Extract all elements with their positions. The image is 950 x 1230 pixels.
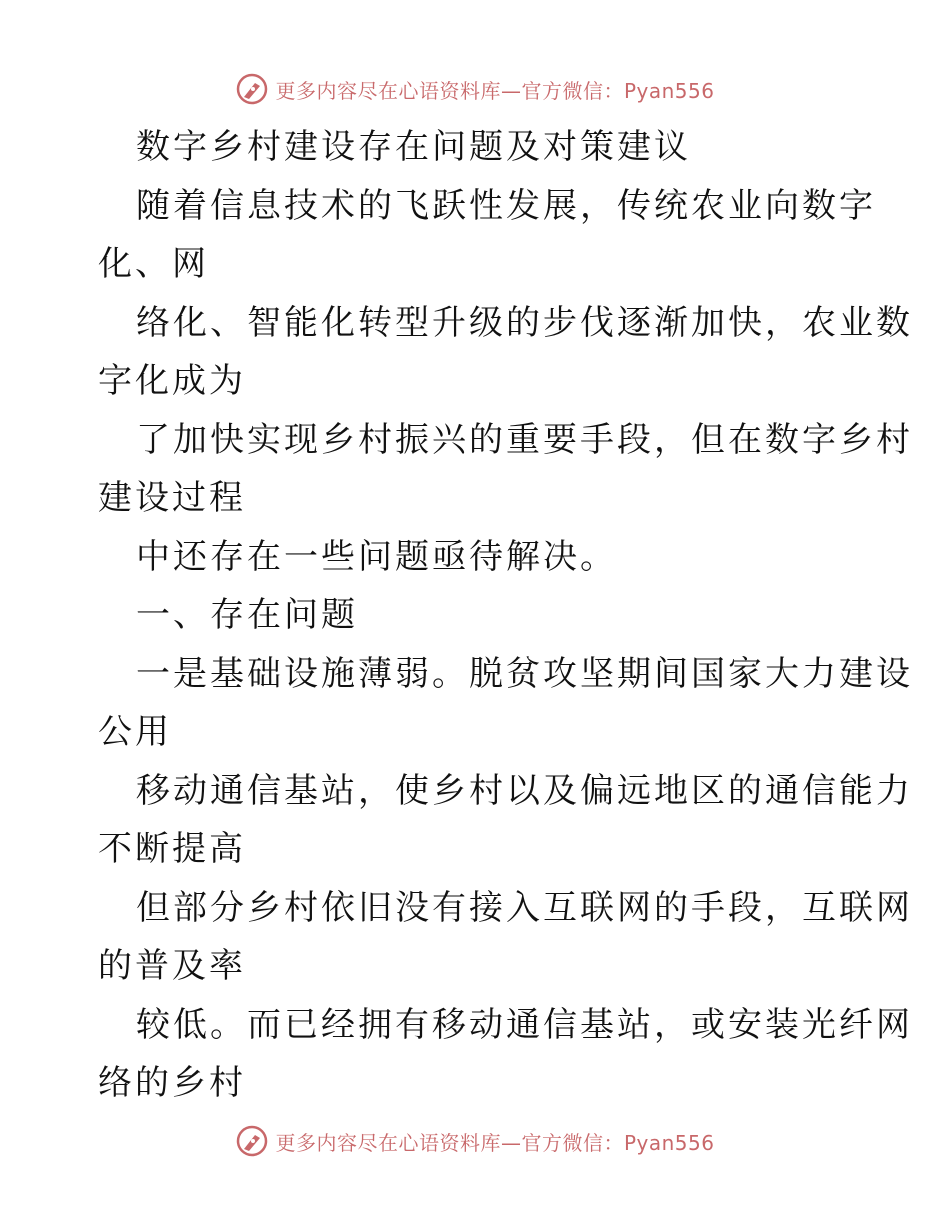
- text-line: 移动通信基站，使乡村以及偏远地区的通信能力: [136, 770, 913, 811]
- text-line: 络化、智能化转型升级的步伐逐渐加快，农业数: [136, 302, 913, 343]
- document-body: [98, 118, 913, 1113]
- text-line: 公用: [98, 712, 172, 752]
- text-line: 不断提高: [98, 829, 246, 869]
- footer-watermark: [0, 1124, 950, 1158]
- pen-nib-logo-icon: [235, 72, 269, 106]
- document-title: 数字乡村建设存在问题及对策建议: [136, 127, 691, 167]
- text-line: 化、网: [98, 244, 209, 284]
- text-line: 络的乡村: [98, 1063, 246, 1103]
- header-watermark: [0, 72, 950, 106]
- watermark-text: 更多内容尽在心语资料库—官方微信：Pyan556: [275, 78, 715, 103]
- text-line: 较低。而已经拥有移动通信基站，或安装光纤网: [136, 1004, 913, 1045]
- watermark-text: 更多内容尽在心语资料库—官方微信：Pyan556: [275, 1130, 715, 1155]
- text-line: 随着信息技术的飞跃性发展，传统农业向数字: [136, 185, 876, 226]
- text-line: 但部分乡村依旧没有接入互联网的手段，互联网: [136, 887, 913, 928]
- pen-nib-logo-icon: [235, 1124, 269, 1158]
- text-line: 字化成为: [98, 361, 246, 401]
- text-line: 一是基础设施薄弱。脱贫攻坚期间国家大力建设: [136, 653, 913, 694]
- text-line: 中还存在一些问题亟待解决。: [136, 536, 617, 577]
- text-line: 一、存在问题: [136, 595, 358, 635]
- text-line: 建设过程: [98, 478, 246, 518]
- text-line: 的普及率: [98, 946, 246, 986]
- text-line: 了加快实现乡村振兴的重要手段，但在数字乡村: [136, 419, 913, 460]
